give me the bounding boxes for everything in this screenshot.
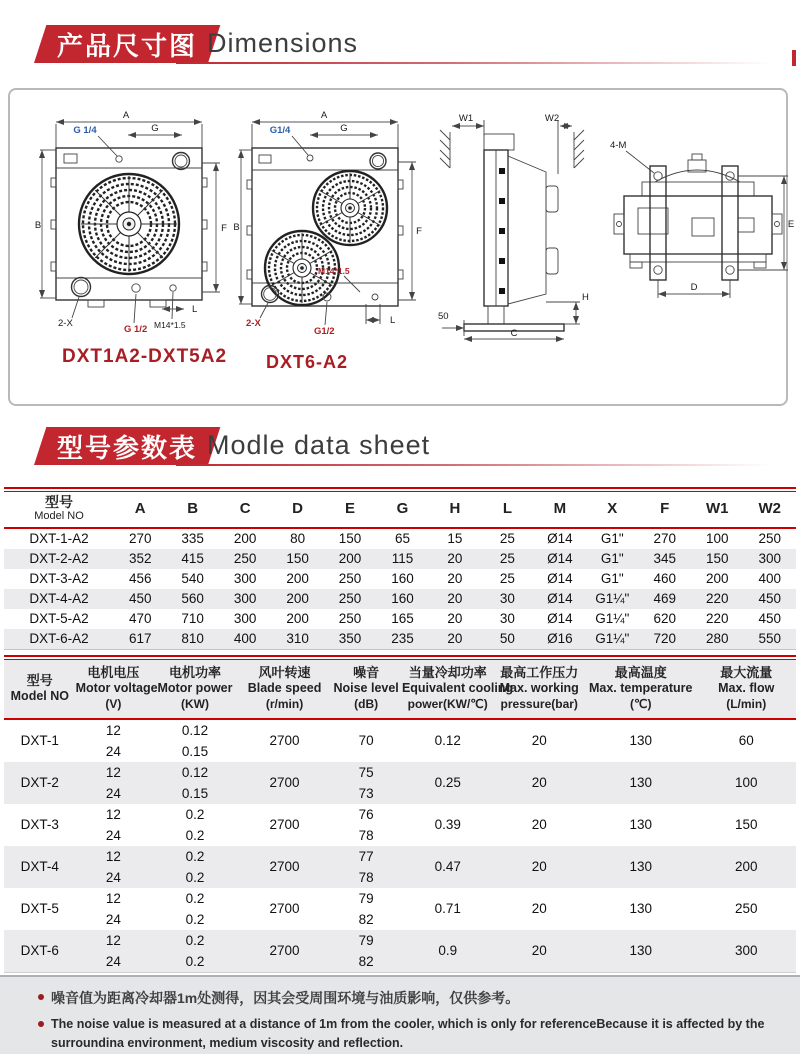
dimension-table-section (4, 487, 796, 650)
section-header-dimensions (0, 25, 800, 67)
cell: 25 (499, 551, 515, 567)
cell: 150 (734, 817, 758, 833)
cell: 0.2 (185, 890, 205, 906)
cell: 30 (499, 591, 515, 607)
cell: 78 (358, 869, 374, 885)
cell: 20 (447, 571, 463, 587)
cell: 350 (338, 631, 362, 647)
banner-underline (176, 464, 772, 466)
cell: 79 (358, 932, 374, 948)
note-en: The noise value is measured at a distance of 1m from the cooler, which is only for referenceBecause it is affected by the surroundina environment, medium viscosity and reflection. (38, 1015, 774, 1053)
cell: 710 (181, 611, 204, 627)
cell: 78 (358, 827, 374, 843)
dim-label-m14: M14*1.5 (318, 266, 350, 276)
cell: 24 (105, 785, 121, 801)
dim-col-header: X (607, 499, 618, 517)
cell: 12 (105, 806, 121, 822)
cell: 250 (338, 571, 362, 587)
dim-col-header: G (396, 499, 409, 517)
cell: 82 (358, 953, 374, 969)
dim-label-2x: 2-X (246, 318, 261, 329)
dim-row (4, 629, 796, 650)
dim-label-f: F (221, 223, 227, 234)
cell: 30 (499, 611, 515, 627)
dim-label-g14: G1/4 (269, 125, 291, 136)
dim-label-g14: G 1/4 (73, 125, 97, 136)
dim-row (4, 549, 796, 569)
dim-col-header: W2 (758, 499, 781, 517)
cell: 160 (391, 571, 414, 587)
cell: DXT-6-A2 (29, 631, 89, 647)
model-header-en: Model NO (34, 510, 84, 523)
cell: 130 (629, 901, 652, 917)
dim-row (4, 569, 796, 589)
cell: 50 (499, 631, 515, 647)
cell: 25 (499, 571, 515, 587)
side-view-drawing (428, 106, 596, 348)
cell: 0.15 (181, 743, 209, 759)
cell: 300 (734, 943, 758, 959)
dim-label-a: A (320, 110, 328, 121)
cell: 270 (128, 531, 152, 547)
cell: 300 (233, 611, 257, 627)
dim-row (4, 589, 796, 609)
cell: DXT-1-A2 (29, 531, 89, 547)
cell: 0.15 (181, 785, 209, 801)
cell: 20 (447, 631, 463, 647)
dim-label-b: B (34, 220, 42, 231)
dim-col-header: B (187, 499, 199, 517)
cell: 200 (286, 611, 309, 627)
cell: 2700 (269, 859, 300, 875)
dim-label-2x: 2-X (58, 318, 73, 329)
dim-label-c: C (510, 328, 518, 339)
spec-head-row (4, 660, 796, 719)
cell: 200 (734, 859, 758, 875)
cell: 73 (358, 785, 374, 801)
cell: 200 (705, 571, 729, 587)
cell: 470 (128, 611, 152, 627)
section-title-zh: 型号参数表 (57, 432, 198, 463)
cell: 130 (629, 817, 652, 833)
cell: 200 (286, 591, 309, 607)
cell: 115 (391, 551, 414, 567)
cell: Ø16 (547, 631, 573, 647)
cell: 300 (758, 551, 781, 567)
cell: 150 (338, 531, 362, 547)
cell: 0.2 (185, 911, 205, 927)
cell: 469 (653, 591, 677, 607)
cell: 300 (233, 591, 257, 607)
cell: 2700 (269, 775, 300, 791)
front-view-double-fan-drawing (232, 108, 424, 350)
cell: 0.2 (185, 953, 205, 969)
cell: 79 (358, 890, 374, 906)
cell: 250 (338, 611, 362, 627)
red-rule (4, 487, 796, 489)
cell: 235 (391, 631, 414, 647)
dimensions-table (4, 492, 796, 650)
cell: 0.12 (434, 733, 461, 749)
cell: 20 (447, 611, 463, 627)
cell: 20 (531, 859, 547, 875)
spec-col-header: 型号 Model NO (10, 672, 69, 703)
dim-label-g12: G 1/2 (124, 324, 148, 335)
cell: 720 (653, 631, 677, 647)
cell: 130 (629, 943, 652, 959)
dim-label-d: D (690, 282, 698, 293)
dim-label-g: G (151, 123, 159, 134)
cell: 220 (705, 591, 729, 607)
cell: 335 (181, 531, 204, 547)
cell: G1¼" (595, 631, 630, 647)
cell: G1" (600, 571, 624, 587)
spec-col-header: 最大流量 Max. flow (L/min) (718, 665, 775, 711)
dim-col-header: E (345, 499, 356, 517)
edge-marker (792, 50, 796, 66)
cell: 300 (233, 571, 257, 587)
dim-label-a: A (122, 110, 130, 121)
dim-label-e: E (787, 219, 795, 230)
section-flag (34, 25, 220, 63)
rear-bracket-view-drawing (600, 120, 796, 325)
cell: 250 (734, 901, 758, 917)
dimensions-drawing-panel (8, 88, 795, 406)
cell: 150 (705, 551, 729, 567)
spec-row (4, 762, 796, 783)
cell: DXT-1 (20, 733, 59, 749)
cell: 0.2 (185, 827, 205, 843)
spec-row-group (4, 719, 796, 762)
spec-row (4, 930, 796, 951)
dim-col-header: D (292, 499, 303, 517)
cell: 2700 (269, 817, 300, 833)
spec-col-header: 最高工作压力 Max. working pressure(bar) (499, 665, 579, 711)
cell: 2700 (269, 733, 300, 749)
cell: 2700 (269, 943, 300, 959)
dim-label-g12: G1/2 (314, 326, 335, 337)
cell: 20 (531, 943, 547, 959)
cell: 12 (105, 890, 121, 906)
spec-col-header: 风叶转速 Blade speed (r/min) (247, 665, 322, 711)
wall-hatch-left (440, 130, 450, 168)
dim-col-header-model (4, 492, 114, 528)
cell: 250 (338, 591, 362, 607)
cell: 70 (358, 733, 374, 749)
drawing-caption-dxt6: DXT6-A2 (266, 352, 349, 372)
cell: 310 (286, 631, 309, 647)
cell: 2700 (269, 901, 300, 917)
cell: DXT-4 (20, 859, 59, 875)
cell: 82 (358, 911, 374, 927)
dim-col-header: L (502, 499, 512, 517)
spec-col-header: 当量冷却功率 Equivalent cooling power(KW/℃) (401, 665, 514, 711)
cell: 165 (391, 611, 414, 627)
spec-row-group (4, 930, 796, 973)
cell: DXT-2-A2 (29, 551, 89, 567)
cell: 250 (233, 551, 257, 567)
dim-row (4, 609, 796, 629)
dim-label-l: L (390, 315, 396, 326)
cell: DXT-3 (20, 817, 59, 833)
cell: 450 (758, 591, 781, 607)
dim-head-row (4, 492, 796, 528)
cell: 80 (290, 531, 306, 547)
cell: 60 (738, 733, 754, 749)
cell: 24 (105, 953, 121, 969)
cell: Ø14 (547, 531, 573, 547)
cell: 100 (705, 531, 729, 547)
cell: G1" (600, 551, 624, 567)
spec-row-group (4, 804, 796, 846)
cell: 0.2 (185, 869, 205, 885)
model-header-zh: 型号 (45, 494, 73, 510)
cell: 450 (128, 591, 152, 607)
cell: G1¼" (595, 591, 630, 607)
spec-col-header: 电机电压 Motor voltage (V) (75, 665, 158, 711)
wall-hatch-right (574, 130, 584, 168)
cell: 24 (105, 827, 121, 843)
cell: 345 (653, 551, 677, 567)
cell: 0.9 (438, 943, 458, 959)
cell: 20 (531, 817, 547, 833)
cell: 0.39 (434, 817, 461, 833)
cell: 12 (105, 932, 121, 948)
dim-label-g: G (340, 123, 348, 134)
cell: 130 (629, 775, 652, 791)
cell: 450 (758, 611, 781, 627)
dim-col-header: F (660, 499, 670, 517)
cell: 24 (105, 911, 121, 927)
section-header-data-sheet (0, 427, 800, 469)
dim-label-50: 50 (438, 311, 449, 322)
cell: 220 (705, 611, 729, 627)
cell: Ø14 (547, 571, 573, 587)
cell: 20 (531, 901, 547, 917)
dim-body (4, 528, 796, 650)
cell: 0.71 (434, 901, 461, 917)
cell: 0.2 (185, 806, 205, 822)
spec-row (4, 804, 796, 825)
cell: 200 (233, 531, 257, 547)
cell: 0.25 (434, 775, 461, 791)
cell: 20 (531, 733, 547, 749)
spec-row (4, 719, 796, 741)
section-flag (34, 427, 220, 465)
spec-row-group (4, 762, 796, 804)
cell: 0.2 (185, 932, 205, 948)
spec-col-header: 电机功率 Motor power (KW) (157, 665, 233, 711)
spec-row (4, 888, 796, 909)
dim-col-header: H (449, 499, 461, 517)
cell: 65 (394, 531, 410, 547)
section-title-en: Modle data sheet (207, 430, 431, 460)
banner-underline (176, 62, 772, 64)
spec-col-header: 噪音 Noise level (dB) (333, 665, 399, 711)
spec-table-section (4, 655, 796, 973)
dim-label-w1: W1 (458, 113, 474, 124)
cell: 250 (758, 531, 781, 547)
dim-col-header: A (134, 499, 146, 517)
cell: Ø14 (547, 611, 573, 627)
cell: 400 (233, 631, 257, 647)
drawing-caption-dxt1-5: DXT1A2-DXT5A2 (62, 346, 228, 367)
cell: G1" (600, 531, 624, 547)
dim-label-h: H (582, 292, 589, 303)
dim-label-l: L (192, 304, 198, 315)
cell: 280 (705, 631, 729, 647)
cell: 77 (358, 848, 374, 864)
cell: 460 (653, 571, 677, 587)
cell: 76 (358, 806, 374, 822)
cell: 12 (105, 764, 121, 780)
spec-table (4, 660, 796, 973)
cell: 560 (181, 591, 204, 607)
cell: 0.12 (181, 764, 209, 780)
dim-label-w2: W2 (544, 113, 560, 124)
cell: 415 (181, 551, 204, 567)
cell: 15 (447, 531, 463, 547)
cell: 130 (629, 733, 652, 749)
cell: 24 (105, 743, 121, 759)
cell: 270 (653, 531, 677, 547)
cell: 25 (499, 531, 515, 547)
cell: 540 (181, 571, 204, 587)
cell: 0.47 (434, 859, 461, 875)
section-title-en: Dimensions (207, 28, 359, 58)
cell: 150 (286, 551, 309, 567)
dim-row (4, 528, 796, 549)
cell: 550 (758, 631, 781, 647)
cell: 0.2 (185, 848, 205, 864)
cell: 160 (391, 591, 414, 607)
cell: Ø14 (547, 551, 573, 567)
red-rule (4, 655, 796, 657)
cell: 12 (105, 848, 121, 864)
cell: 20 (447, 591, 463, 607)
cell: DXT-6 (20, 943, 59, 959)
section-title-zh: 产品尺寸图 (57, 30, 198, 61)
spec-col-header: 最高温度 Max. temperature (℃) (588, 665, 693, 711)
cell: 100 (734, 775, 758, 791)
cell: 130 (629, 859, 652, 875)
cell: 20 (447, 551, 463, 567)
dim-label-b: B (233, 222, 240, 233)
cell: DXT-5 (20, 901, 59, 917)
cell: 810 (181, 631, 204, 647)
cell: G1¼" (595, 611, 630, 627)
cell: DXT-3-A2 (29, 571, 89, 587)
cell: 75 (358, 764, 374, 780)
cell: 617 (128, 631, 152, 647)
dim-col-header: W1 (705, 499, 729, 517)
cell: 352 (128, 551, 152, 567)
spec-row (4, 846, 796, 867)
cell: DXT-2 (20, 775, 59, 791)
fan-upper (313, 171, 387, 245)
spec-row-group (4, 888, 796, 930)
dim-label-4m: 4-M (610, 140, 627, 151)
cell: 200 (286, 571, 309, 587)
cell: 20 (531, 775, 547, 791)
cell: 200 (338, 551, 362, 567)
cell: 620 (653, 611, 677, 627)
cell: 456 (128, 571, 152, 587)
dim-label-m14: M14*1.5 (154, 320, 186, 330)
dim-col-header: M (553, 499, 567, 517)
footnotes (0, 975, 800, 1054)
dim-col-header: C (239, 499, 251, 517)
cell: 0.12 (181, 722, 209, 738)
spec-row-group (4, 846, 796, 888)
cell: 12 (105, 722, 121, 738)
cell: 24 (105, 869, 121, 885)
cell: DXT-5-A2 (29, 611, 89, 627)
note-zh: 噪音值为距离冷却器1m处测得，因其会受周围环境与油质影响，仅供参考。 (38, 988, 774, 1008)
dim-label-f: F (416, 226, 422, 237)
cell: Ø14 (547, 591, 573, 607)
front-view-single-fan-drawing (32, 108, 232, 344)
cell: 400 (758, 571, 781, 587)
cell: DXT-4-A2 (29, 591, 89, 607)
